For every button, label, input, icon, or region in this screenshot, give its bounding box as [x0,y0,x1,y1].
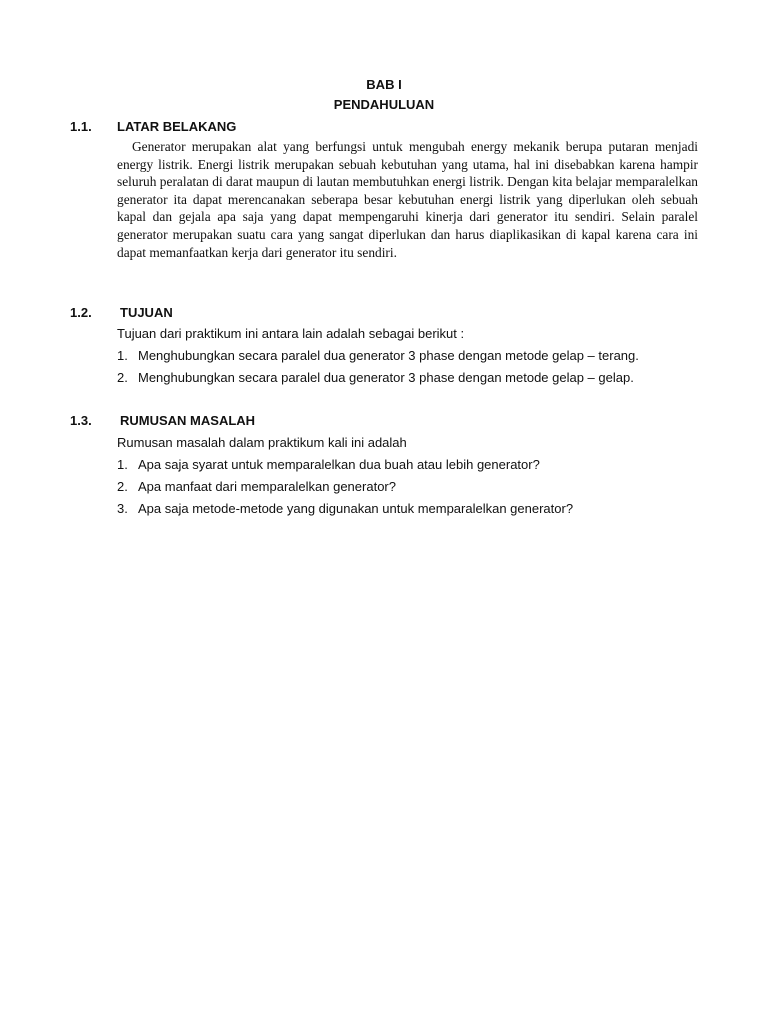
list-item [117,501,573,516]
chapter-number: BAB I [366,77,402,92]
list-item [117,370,634,385]
list-item-text: Apa saja syarat untuk memparalelkan dua buah atau lebih generator? [138,457,540,472]
list-marker: 1. [117,348,128,363]
section-number-latar-belakang: 1.1. [70,119,92,134]
list-marker: 2. [117,370,128,385]
list-item-text: Apa manfaat dari memparalelkan generator? [138,479,396,494]
section-title-latar-belakang: LATAR BELAKANG [117,119,237,134]
list-item-text: Menghubungkan secara paralel dua generator 3 phase dengan metode gelap – gelap. [138,370,634,385]
tujuan-intro: Tujuan dari praktikum ini antara lain adalah sebagai berikut : [117,326,465,341]
list-item [117,479,396,494]
chapter-title: PENDAHULUAN [333,97,435,112]
rumusan-masalah-intro: Rumusan masalah dalam praktikum kali ini adalah [117,435,407,450]
section-number-rumusan-masalah: 1.3. [70,413,92,428]
list-item [117,457,540,472]
section-title-tujuan: TUJUAN [120,305,173,320]
latar-belakang-paragraph: Generator merupakan alat yang berfungsi untuk mengubah energy mekanik berupa putaran menjadi energy listrik. Energi listrik merupakan sebuah kebutuhan yang utama, hal ini disebabkan karena hampir seluruh peralatan di darat maupun di lautan membutuhkan energi listrik. Dengan kita belajar memparalelkan generator ita dapat merencanakan seberapa besar kebutuhan energi listrik yang diperlukan oleh sebuah kapal dan gejala apa saja yang dapat mempengaruhi kinerja dari generator itu sendiri. Selain paralel generator merupakan suatu cara yang sangat diperlukan dan harus diaplikasikan di kapal karena cara ini dapat memanfaatkan kerja dari generator itu sendiri. [117,139,698,260]
section-number-tujuan: 1.2. [70,305,92,320]
list-marker: 2. [117,479,128,494]
section-title-rumusan-masalah: RUMUSAN MASALAH [120,413,256,428]
list-marker: 3. [117,501,128,516]
list-item-text: Apa saja metode-metode yang digunakan untuk memparalelkan generator? [138,501,574,516]
list-marker: 1. [117,457,128,472]
list-item [117,348,639,363]
list-item-text: Menghubungkan secara paralel dua generator 3 phase dengan metode gelap – terang. [138,348,639,363]
